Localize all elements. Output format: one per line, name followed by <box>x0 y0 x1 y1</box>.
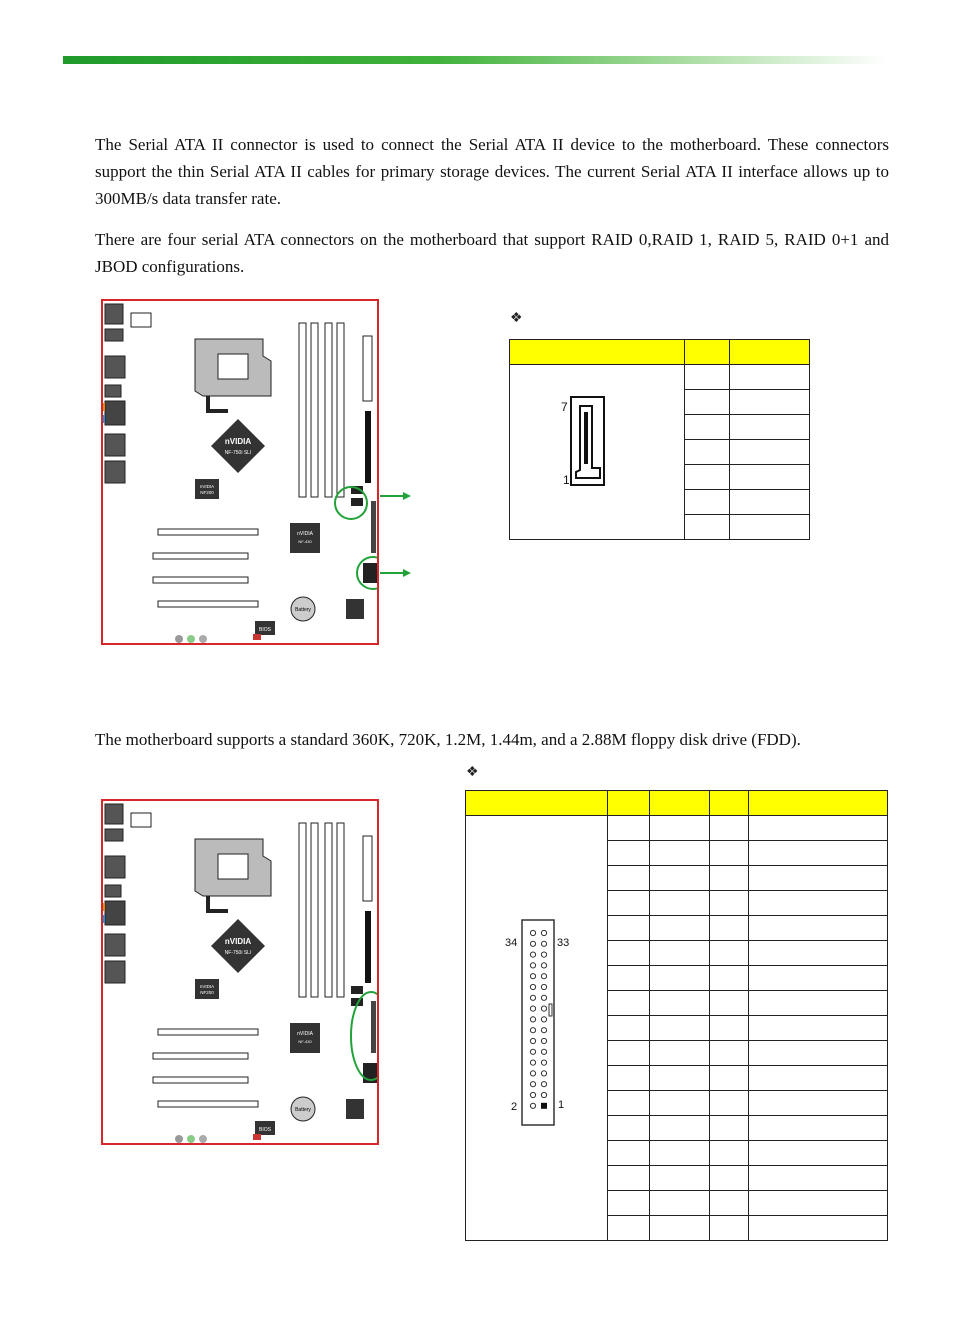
fdd-pin-hole <box>541 1071 546 1076</box>
sata-description: The Serial ATA II connector is used to connect the Serial ATA II device to the motherboard. These connectors support the thin Serial ATA II cables for primary storage devices. The current Serial ATA II interface allows up to 300MB/s data transfer rate. <box>95 135 889 208</box>
table-bullet-icon: ❖ <box>510 311 523 326</box>
svg-text:Battery: Battery <box>295 1107 311 1113</box>
fdd-pin-hole <box>530 941 535 946</box>
svg-text:NF-430: NF-430 <box>298 539 312 544</box>
nvidia-chip-label: nVIDIA <box>224 437 252 446</box>
fdd-pin-2-label: 2 <box>511 1101 518 1113</box>
fdd-pin-hole <box>530 1028 535 1033</box>
fdd-pin-hole <box>541 1028 546 1033</box>
svg-text:Battery: Battery <box>295 607 311 613</box>
svg-text:NF-750i SLI: NF-750i SLI <box>224 450 252 456</box>
fdd-pin-hole <box>530 952 535 957</box>
fdd-pin-hole <box>541 1060 546 1065</box>
fdd-pin-hole <box>541 974 546 979</box>
sata-raid-description: There are four serial ATA connectors on the motherboard that support RAID 0,RAID 1, RAID 5, RAID 0+1 and JBOD configurations. <box>95 230 889 276</box>
fdd-pin-hole <box>530 995 535 1000</box>
motherboard-diagram-sata <box>101 299 379 645</box>
sata-pin-1-label: 1 <box>563 473 570 487</box>
fdd-pin-hole <box>530 1103 535 1108</box>
sata-pin-7-label: 7 <box>561 400 568 414</box>
fdd-pin-hole <box>541 963 546 968</box>
svg-text:nVIDIA: nVIDIA <box>297 1031 313 1037</box>
pointer-arrows <box>378 480 418 580</box>
svg-text:NF200: NF200 <box>200 490 214 495</box>
fdd-pin-hole <box>541 941 546 946</box>
fdd-pin-hole <box>541 1049 546 1054</box>
fdd-pin-hole <box>530 1038 535 1043</box>
fdd-pin-hole <box>541 1017 546 1022</box>
fdd-pin-hole <box>541 1103 547 1109</box>
motherboard-diagram-fdd <box>101 799 379 1145</box>
svg-text:nVIDIA: nVIDIA <box>224 937 252 946</box>
fdd-pin-hole <box>530 1060 535 1065</box>
fdd-pin-hole <box>530 963 535 968</box>
sata-pin-table <box>509 339 810 540</box>
fdd-description: The motherboard supports a standard 360K, 720K, 1.2M, 1.44m, and a 2.88M floppy disk drive (FDD). <box>95 730 801 749</box>
fdd-pin-hole <box>541 1006 546 1011</box>
svg-text:NF-430: NF-430 <box>298 1039 312 1044</box>
svg-text:NF-750i SLI: NF-750i SLI <box>224 950 252 956</box>
fdd-pin-34-label: 34 <box>505 937 518 949</box>
fdd-pin-hole <box>541 1092 546 1097</box>
fdd-table-bullet-icon: ❖ <box>466 765 479 780</box>
fdd-pin-hole <box>530 1049 535 1054</box>
header-gradient-bar <box>63 56 887 64</box>
fdd-pin-hole <box>530 984 535 989</box>
svg-text:NF200: NF200 <box>200 990 214 995</box>
fdd-pin-hole <box>530 1006 535 1011</box>
fdd-pin-hole <box>530 1092 535 1097</box>
sata-connector-diagram <box>570 396 610 488</box>
svg-text:nVIDIA: nVIDIA <box>199 984 215 989</box>
fdd-pin-hole <box>541 995 546 1000</box>
fdd-pin-hole <box>530 930 535 935</box>
fdd-pin-hole <box>530 1017 535 1022</box>
svg-text:nVIDIA: nVIDIA <box>297 531 313 537</box>
fdd-pin-33-label: 33 <box>557 937 570 949</box>
svg-text:nVIDIA: nVIDIA <box>199 484 215 489</box>
fdd-pin-hole <box>541 952 546 957</box>
fdd-pin-hole <box>530 974 535 979</box>
svg-text:BIOS: BIOS <box>259 627 271 633</box>
fdd-pin-hole <box>530 1082 535 1087</box>
fdd-pin-hole <box>530 1071 535 1076</box>
fdd-pin-hole <box>541 930 546 935</box>
fdd-pin-hole <box>541 984 546 989</box>
fdd-pin-hole <box>541 1082 546 1087</box>
fdd-pin-hole <box>541 1038 546 1043</box>
fdd-pin-1-label: 1 <box>558 1099 565 1111</box>
fdd-connector-diagram <box>521 919 555 1127</box>
svg-text:BIOS: BIOS <box>259 1127 271 1133</box>
